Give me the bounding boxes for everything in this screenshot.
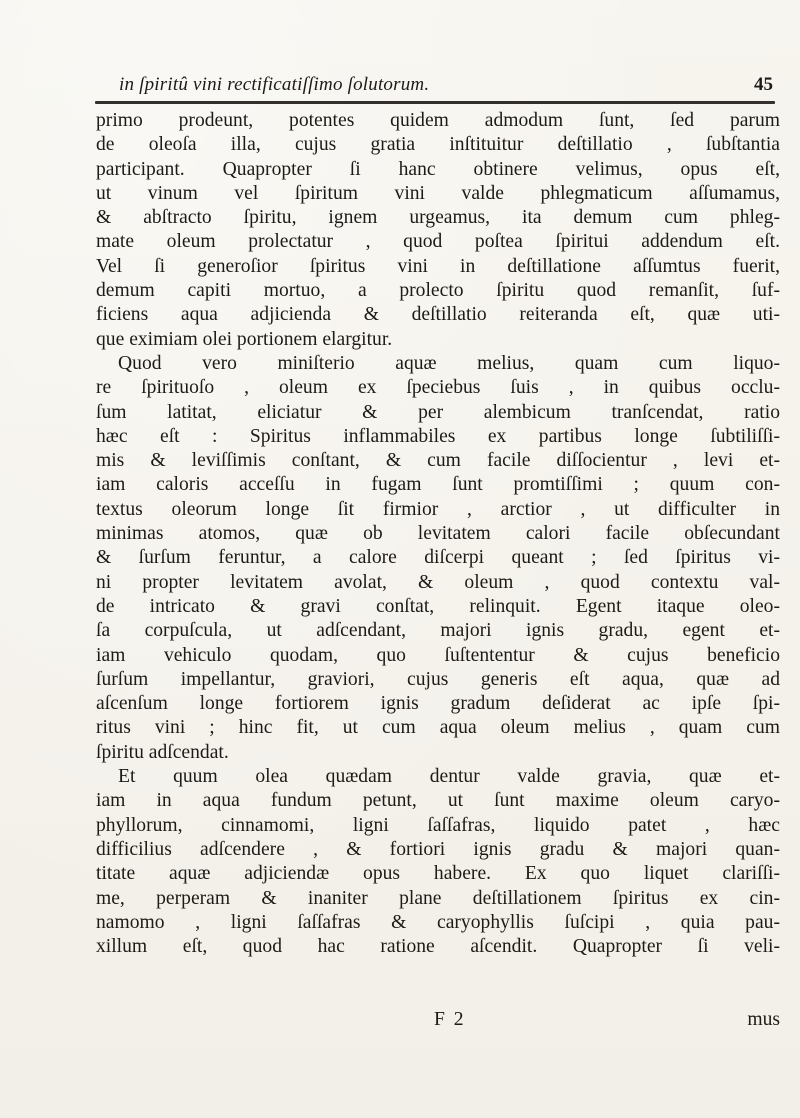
header-rule: [95, 101, 775, 104]
text-line: xillum eſt, quod hac ratione aſcendit. Quapropter ſi veli-: [96, 936, 780, 958]
text-line: ſpiritu adſcendat.: [96, 741, 229, 763]
text-line: de intricato & gravi conſtat, relinquit. Egent itaque oleo-: [96, 595, 780, 617]
text-line: ſurſum impellantur, graviori, cujus generis eſt aqua, quæ ad: [96, 668, 780, 690]
text-line: minimas atomos, quæ ob levitatem calori facile obſecundant: [96, 523, 780, 545]
text-line: difficilius adſcendere , & fortiori ignis gradu & majori quan-: [96, 838, 780, 860]
text-line: titate aquæ adjiciendæ opus habere. Ex quo liquet clariſſi-: [96, 863, 780, 885]
text-line: iam caloris acceſſu in fugam ſunt promtiſſimi ; quum con-: [96, 474, 780, 496]
text-line: mis & leviſſimis conſtant, & cum facile diſſocientur , levi et-: [96, 450, 780, 472]
text-line: textus oleorum longe ſit firmior , arctior , ut difficulter in: [96, 498, 780, 520]
text-line: Et quum olea quædam dentur valde gravia, quæ et-: [118, 766, 780, 788]
text-line: ſum latitat, eliciatur & per alembicum tranſcendat, ratio: [96, 401, 780, 423]
text-line: iam in aqua fundum petunt, ut ſunt maxime oleum caryo-: [96, 790, 780, 812]
signature-mark: F 2: [434, 1009, 466, 1030]
main-text: [96, 109, 780, 959]
text-line: Quod vero miniſterio aquæ melius, quam cum liquo-: [118, 352, 780, 374]
text-line: namomo , ligni ſaſſafras & caryophyllis ſuſcipi , quia pau-: [96, 911, 780, 933]
running-title: in ſpiritû vini rectificatiſſimo ſolutorum.: [119, 74, 430, 95]
text-line: demum capiti mortuo, a prolecto ſpiritu quod remanſit, ſuf-: [96, 280, 780, 302]
text-line: que eximiam olei portionem elargitur.: [96, 328, 393, 350]
text-line: hæc eſt : Spiritus inflammabiles ex partibus longe ſubtiliſſi-: [96, 425, 780, 447]
text-line: de oleoſa illa, cujus gratia inſtituitur deſtillatio , ſubſtantia: [96, 134, 780, 156]
page-footer: [96, 1009, 780, 1035]
text-line: me, perperam & inaniter plane deſtillationem ſpiritus ex cin-: [96, 887, 780, 909]
text-line: aſcenſum longe fortiorem ignis gradum deſiderat ac ipſe ſpi-: [96, 693, 780, 715]
text-line: Vel ſi generoſior ſpiritus vini in deſtillatione aſſumtus fuerit,: [96, 255, 780, 277]
text-line: iam vehiculo quodam, quo ſuſtententur & cujus beneficio: [96, 644, 780, 666]
page-header: [95, 70, 775, 100]
text-line: participant. Quapropter ſi hanc obtinere velimus, opus eſt,: [96, 158, 780, 180]
text-line: ſa corpuſcula, ut adſcendant, majori ignis gradu, egent et-: [96, 620, 780, 642]
text-line: ficiens aqua adjicienda & deſtillatio reiteranda eſt, quæ uti-: [96, 304, 780, 326]
text-line: primo prodeunt, potentes quidem admodum ſunt, ſed parum: [96, 110, 780, 131]
text-line: phyllorum, cinnamomi, ligni ſaſſafras, liquido patet , hæc: [96, 814, 780, 836]
text-line: ritus vini ; hinc fit, ut cum aqua oleum melius , quam cum: [96, 717, 780, 739]
text-line: & abſtracto ſpiritu, ignem urgeamus, ita demum cum phleg-: [96, 207, 780, 229]
page-number: 45: [754, 74, 773, 95]
text-line: ut vinum vel ſpiritum vini valde phlegmaticum aſſumamus,: [96, 182, 780, 204]
catchword: mus: [747, 1009, 780, 1030]
text-line: re ſpirituoſo , oleum ex ſpeciebus ſuis , in quibus occlu-: [96, 377, 780, 399]
text-line: & ſurſum feruntur, a calore diſcerpi queant ; ſed ſpiritus vi-: [96, 547, 780, 569]
text-line: ni propter levitatem avolat, & oleum , quod contextu val-: [96, 571, 780, 593]
text-line: mate oleum prolectatur , quod poſtea ſpiritui addendum eſt.: [96, 231, 780, 253]
